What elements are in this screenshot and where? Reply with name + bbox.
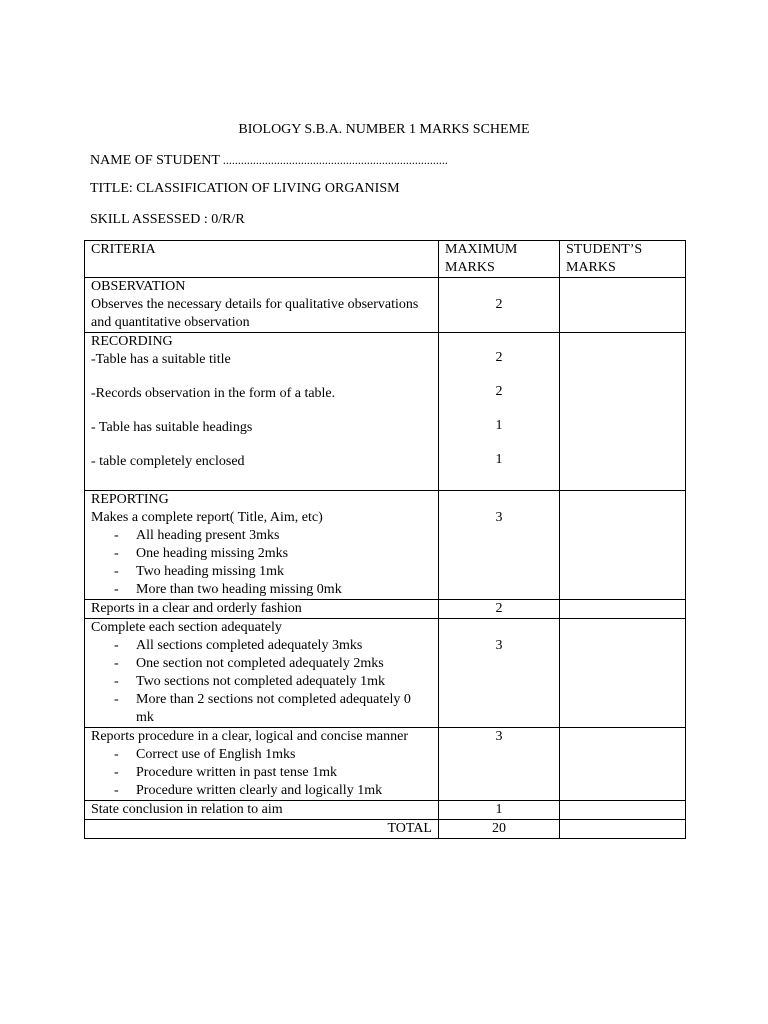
reporting-max-mark: [439, 491, 560, 600]
conclusion-student-mark[interactable]: [560, 801, 686, 820]
list-item: - All heading present 3mks: [91, 527, 432, 545]
list-item: - All sections completed adequately 3mks: [91, 637, 432, 655]
procedure-student-mark[interactable]: [560, 728, 686, 801]
procedure-criteria: [85, 728, 439, 801]
student-name-label: NAME OF STUDENT: [90, 153, 220, 168]
maximum-marks-header-line2: MARKS: [445, 260, 495, 275]
list-item: - Procedure written clearly and logically 1mk: [91, 782, 432, 800]
procedure-text: Reports procedure in a clear, logical and concise manner: [91, 729, 409, 744]
recording-mark: 1: [495, 452, 503, 467]
student-marks-header: [560, 241, 686, 278]
reporting-bullets: [91, 527, 432, 599]
student-name-blank: ...........................................................................: [222, 153, 448, 167]
recording-item: - Table has suitable headings: [91, 420, 253, 435]
list-item: - One section not completed adequately 2mks: [91, 655, 432, 673]
student-name-field: [90, 151, 448, 170]
document-heading: BIOLOGY S.B.A. NUMBER 1 MARKS SCHEME: [238, 122, 530, 137]
conclusion-criteria: State conclusion in relation to aim: [85, 801, 439, 820]
student-marks-header-line1: STUDENT’S: [566, 242, 643, 257]
procedure-bullets: [91, 746, 432, 800]
reporting-mark-value: 3: [495, 510, 503, 525]
table-row: [85, 333, 686, 491]
reporting-text: Makes a complete report( Title, Aim, etc): [91, 510, 323, 525]
sections-bullets: [91, 637, 432, 727]
sections-text: Complete each section adequately: [91, 620, 282, 635]
list-item: - More than two heading missing 0mk: [91, 581, 432, 599]
table-row: [85, 491, 686, 600]
sections-max-mark: [439, 619, 560, 728]
reporting-student-mark[interactable]: [560, 491, 686, 600]
student-marks-header-line2: MARKS: [566, 260, 616, 275]
list-item: - One heading missing 2mks: [91, 545, 432, 563]
conclusion-max-mark: 1: [439, 801, 560, 820]
maximum-marks-header-line1: MAXIMUM: [445, 242, 518, 257]
table-row: [85, 278, 686, 333]
table-row: [85, 600, 686, 619]
sections-mark-value: 3: [495, 638, 503, 653]
reporting-criteria: [85, 491, 439, 600]
list-item: - Two heading missing 1mk: [91, 563, 432, 581]
recording-criteria: [85, 333, 439, 491]
recording-mark: 2: [495, 384, 503, 399]
list-item: - Two sections not completed adequately 1mk: [91, 673, 432, 691]
observation-text: Observes the necessary details for qualitative observations and quantitative observation: [91, 297, 419, 330]
recording-item: -Table has a suitable title: [91, 352, 231, 367]
sections-criteria: [85, 619, 439, 728]
recording-item: -Records observation in the form of a table.: [91, 386, 336, 401]
observation-title: OBSERVATION: [91, 279, 186, 294]
clear-fashion-max-mark: 2: [439, 600, 560, 619]
total-label: TOTAL: [85, 820, 439, 839]
recording-mark: 1: [495, 418, 503, 433]
recording-max-marks: [439, 333, 560, 491]
total-max-mark: 20: [439, 820, 560, 839]
list-item: - Procedure written in past tense 1mk: [91, 764, 432, 782]
criteria-header: CRITERIA: [85, 241, 439, 278]
table-row: [85, 801, 686, 820]
table-header-row: [85, 241, 686, 278]
sections-student-mark[interactable]: [560, 619, 686, 728]
skill-assessed-line: SKILL ASSESSED : 0/R/R: [90, 212, 245, 227]
observation-criteria: [85, 278, 439, 333]
title-line: TITLE: CLASSIFICATION OF LIVING ORGANISM: [90, 181, 400, 196]
observation-mark-value: 2: [495, 297, 503, 312]
recording-item: - table completely enclosed: [91, 454, 245, 469]
list-item: - Correct use of English 1mks: [91, 746, 432, 764]
table-row: [85, 728, 686, 801]
procedure-max-mark: 3: [439, 728, 560, 801]
recording-student-mark[interactable]: [560, 333, 686, 491]
observation-max-mark: [439, 278, 560, 333]
reporting-title: REPORTING: [91, 492, 169, 507]
maximum-marks-header: [439, 241, 560, 278]
recording-mark: 2: [495, 350, 503, 365]
clear-fashion-criteria: Reports in a clear and orderly fashion: [85, 600, 439, 619]
recording-title: RECORDING: [91, 334, 173, 349]
marks-table: [84, 240, 686, 839]
total-row: [85, 820, 686, 839]
clear-fashion-student-mark[interactable]: [560, 600, 686, 619]
list-item: - More than 2 sections not completed adequately 0 mk: [91, 691, 432, 727]
observation-student-mark[interactable]: [560, 278, 686, 333]
total-student-mark[interactable]: [560, 820, 686, 839]
table-row: [85, 619, 686, 728]
